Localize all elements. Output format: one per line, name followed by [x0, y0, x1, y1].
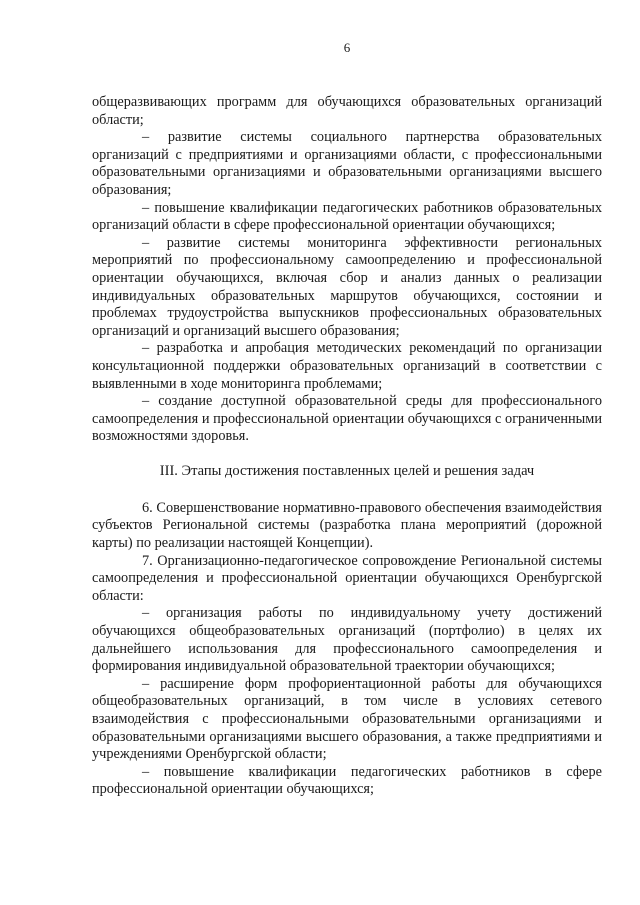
list-item-accessible-environment: – создание доступной образовательной среды для профессионального самоопределения и профессиональной ориентации обучающихся с ограниченными возможностями здоровья. — [92, 393, 602, 445]
list-item-teacher-qualification: – повышение квалификации педагогических работников образовательных организаций области в сфере профессиональной ориентации обучающихся; — [92, 199, 602, 234]
list-item-methodical-recommendations: – разработка и апробация методических рекомендаций по организации консультационной поддержки образовательных организаций в соответствии с выявленными в ходе мониторинга проблемами; — [92, 340, 602, 392]
list-item-teacher-qualification-2: – повышение квалификации педагогических работников в сфере профессиональной ориентации обучающихся; — [92, 763, 602, 798]
paragraph-item-6: 6. Совершенствование нормативно-правового обеспечения взаимодействия субъектов Региональной системы (разработка плана мероприятий (дорожной карты) по реализации настоящей Концепции). — [92, 499, 602, 552]
paragraph-continuation: общеразвивающих программ для обучающихся образовательных организаций области; — [92, 94, 602, 128]
section-heading: III. Этапы достижения поставленных целей и решения задач — [159, 462, 535, 479]
document-page — [92, 40, 602, 799]
top-text-block — [92, 94, 602, 446]
paragraph-item-7: 7. Организационно-педагогическое сопровождение Региональной системы самоопределения и профессиональной ориентации обучающихся Оренбургской области: — [92, 552, 602, 604]
bottom-text-block — [92, 500, 602, 799]
list-item-career-guidance-forms: – расширение форм профориентационной работы для обучающихся общеобразовательных организаций, в том числе в условиях сетевого взаимодействия с профессиональными образовательными организациями и образовательными организациями высшего образования, а также предприятиями и учреждениями Оренбургской области; — [92, 675, 602, 763]
list-item-social-partnership: – развитие системы социального партнерства образовательных организаций с предприятиями и организациями области, с профессиональными образовательными организациями и образовательными организациями высшего образования; — [92, 129, 602, 198]
list-item-portfolio: – организация работы по индивидуальному учету достижений обучающихся общеобразовательных организаций (портфолио) в целях их дальнейшего использования для профессионального самоопределения и формирования индивидуальной образовательной траектории обучающихся; — [92, 605, 602, 675]
list-item-monitoring-system: – развитие системы мониторинга эффективности региональных мероприятий по профессиональному самоопределению и профессиональной ориентации обучающихся, включая сбор и анализ данных о реализации индивидуальных образовательных маршрутов обучающихся, состоянии и проблемах трудоустройства выпускников профессиональных образовательных организаций и организаций высшего образования; — [92, 234, 602, 339]
page-number: 6 — [343, 40, 351, 55]
